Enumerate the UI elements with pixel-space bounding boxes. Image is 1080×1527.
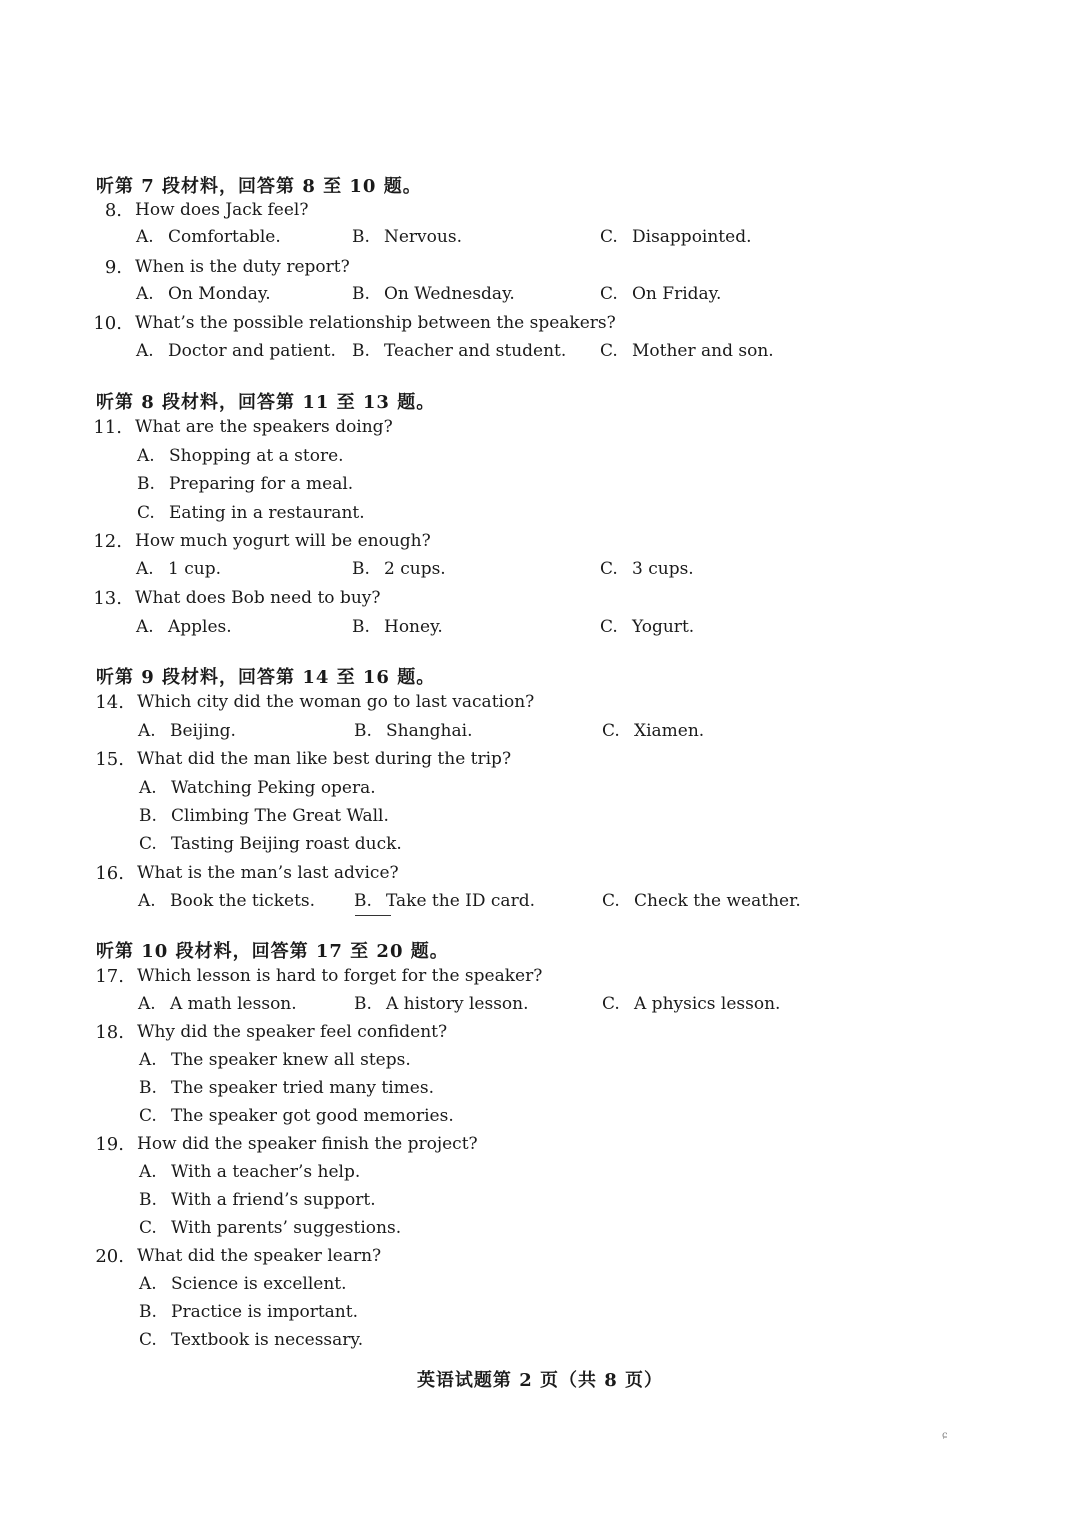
option-text: Yogurt. <box>632 617 695 637</box>
option-text: With parents’ suggestions. <box>171 1218 402 1238</box>
option-text: A math lesson. <box>170 994 297 1014</box>
option-letter: B. <box>352 284 370 304</box>
option-letter: C. <box>602 721 620 741</box>
option-letter: B. <box>139 1078 157 1098</box>
answer-option[interactable] <box>352 227 462 247</box>
option-text: Preparing for a meal. <box>169 474 354 494</box>
question-text: What did the speaker learn? <box>137 1246 382 1266</box>
option-text: Teacher and student. <box>384 341 567 361</box>
question-number: 10. <box>93 313 122 334</box>
answer-option[interactable] <box>139 1330 363 1350</box>
option-text: Tasting Beijing roast duck. <box>171 834 402 854</box>
option-text: A history lesson. <box>386 994 529 1014</box>
option-letter: C. <box>600 227 618 247</box>
option-text: Disappointed. <box>632 227 752 247</box>
answer-option[interactable] <box>137 503 365 523</box>
option-letter: B. <box>139 1302 157 1322</box>
option-letter: C. <box>137 503 155 523</box>
option-letter: B. <box>139 1190 157 1210</box>
option-letter: B. <box>352 617 370 637</box>
option-letter: C. <box>139 1218 157 1238</box>
answer-option[interactable] <box>136 341 336 361</box>
question-text: What did the man like best during the trip? <box>137 749 512 769</box>
answer-option[interactable] <box>138 891 315 911</box>
question-text: How much yogurt will be enough? <box>135 531 431 551</box>
answer-option[interactable] <box>139 834 402 854</box>
answer-option[interactable] <box>352 341 566 361</box>
question-number: 11. <box>93 417 122 438</box>
question-number: 9. <box>104 257 122 278</box>
option-letter: B. <box>354 994 372 1014</box>
answer-option[interactable] <box>354 891 535 911</box>
option-letter: C. <box>139 1330 157 1350</box>
answer-option[interactable] <box>136 617 232 637</box>
option-text: Honey. <box>384 617 443 637</box>
option-text: Book the tickets. <box>170 891 316 911</box>
option-letter: A. <box>136 617 154 637</box>
option-text: Practice is important. <box>171 1302 358 1322</box>
section-heading: 听第 10 段材料，回答第 17 至 20 题。 <box>96 941 449 962</box>
question-text: What’s the possible relationship between the speakers? <box>135 313 616 333</box>
option-text: The speaker knew all steps. <box>171 1050 411 1070</box>
option-letter: B. <box>139 806 157 826</box>
option-text: With a friend’s support. <box>171 1190 376 1210</box>
answer-option[interactable] <box>139 1106 454 1126</box>
answer-option[interactable] <box>136 284 271 304</box>
option-letter: A. <box>136 284 154 304</box>
question-text: Which lesson is hard to forget for the speaker? <box>137 966 543 986</box>
question-text: When is the duty report? <box>135 257 350 277</box>
option-text: A physics lesson. <box>634 994 781 1014</box>
option-text: Check the weather. <box>634 891 801 911</box>
question-text: What are the speakers doing? <box>135 417 393 437</box>
question-text: How did the speaker finish the project? <box>137 1134 478 1154</box>
answer-option[interactable] <box>139 778 376 798</box>
answer-option[interactable] <box>136 559 221 579</box>
option-letter: A. <box>139 1050 157 1070</box>
answer-option[interactable] <box>139 1162 360 1182</box>
option-text: Apples. <box>168 617 232 637</box>
option-letter: A. <box>137 446 155 466</box>
option-letter: C. <box>139 834 157 854</box>
question-text: What is the man’s last advice? <box>137 863 399 883</box>
answer-option[interactable] <box>352 559 446 579</box>
option-letter: C. <box>600 617 618 637</box>
answer-option[interactable] <box>352 284 515 304</box>
option-text: Science is excellent. <box>171 1274 347 1294</box>
question-number: 8. <box>104 200 122 221</box>
option-text: Shanghai. <box>386 721 473 741</box>
option-text: Nervous. <box>384 227 462 247</box>
option-text: On Friday. <box>632 284 722 304</box>
option-text: 1 cup. <box>168 559 221 579</box>
option-letter: B. <box>354 891 372 911</box>
answer-option[interactable] <box>139 1190 376 1210</box>
question-number: 19. <box>95 1134 124 1155</box>
option-letter: A. <box>136 227 154 247</box>
answer-option[interactable] <box>600 617 694 637</box>
option-letter: B. <box>137 474 155 494</box>
option-text: On Monday. <box>168 284 271 304</box>
section-heading: 听第 7 段材料，回答第 8 至 10 题。 <box>96 176 422 197</box>
option-text: Beijing. <box>170 721 236 741</box>
answer-underline-mark <box>355 915 391 916</box>
option-text: Climbing The Great Wall. <box>171 806 389 826</box>
question-number: 12. <box>93 531 122 552</box>
option-text: On Wednesday. <box>384 284 515 304</box>
answer-option[interactable] <box>137 446 344 466</box>
question-number: 18. <box>95 1022 124 1043</box>
option-letter: B. <box>354 721 372 741</box>
option-text: Watching Peking opera. <box>171 778 376 798</box>
answer-option[interactable] <box>602 891 801 911</box>
option-text: Doctor and patient. <box>168 341 336 361</box>
answer-option[interactable] <box>354 994 529 1014</box>
answer-option[interactable] <box>139 806 389 826</box>
option-letter: A. <box>136 341 154 361</box>
option-letter: B. <box>352 227 370 247</box>
option-text: Textbook is necessary. <box>171 1330 364 1350</box>
answer-option[interactable] <box>600 559 694 579</box>
answer-option[interactable] <box>136 227 281 247</box>
section-heading: 听第 8 段材料，回答第 11 至 13 题。 <box>96 392 436 413</box>
option-letter: C. <box>602 891 620 911</box>
option-text: Eating in a restaurant. <box>169 503 365 523</box>
option-letter: C. <box>602 994 620 1014</box>
question-number: 14. <box>95 692 124 713</box>
answer-option[interactable] <box>600 227 752 247</box>
section-heading: 听第 9 段材料，回答第 14 至 16 题。 <box>96 667 436 688</box>
corner-mark: ɕ <box>942 1430 948 1441</box>
answer-option[interactable] <box>139 1302 358 1322</box>
question-number: 13. <box>93 588 122 609</box>
option-letter: A. <box>136 559 154 579</box>
question-number: 15. <box>95 749 124 770</box>
answer-option[interactable] <box>602 994 780 1014</box>
option-letter: A. <box>138 891 156 911</box>
option-letter: C. <box>600 284 618 304</box>
option-letter: A. <box>139 778 157 798</box>
option-letter: A. <box>139 1274 157 1294</box>
question-number: 16. <box>95 863 124 884</box>
option-text: 3 cups. <box>632 559 694 579</box>
option-text: Shopping at a store. <box>169 446 344 466</box>
option-text: The speaker got good memories. <box>171 1106 454 1126</box>
option-letter: A. <box>139 1162 157 1182</box>
answer-option[interactable] <box>137 474 353 494</box>
answer-option[interactable] <box>139 1050 411 1070</box>
page-footer: 英语试题第 2 页（共 8 页） <box>416 1370 664 1391</box>
option-letter: C. <box>600 341 618 361</box>
question-text: Which city did the woman go to last vacation? <box>137 692 535 712</box>
answer-option[interactable] <box>138 994 297 1014</box>
answer-option[interactable] <box>354 721 473 741</box>
option-text: The speaker tried many times. <box>171 1078 434 1098</box>
option-letter: B. <box>352 341 370 361</box>
answer-option[interactable] <box>352 617 443 637</box>
option-letter: B. <box>352 559 370 579</box>
option-letter: A. <box>138 994 156 1014</box>
answer-option[interactable] <box>139 1274 347 1294</box>
option-text: With a teacher’s help. <box>171 1162 361 1182</box>
question-text: What does Bob need to buy? <box>135 588 381 608</box>
option-text: Mother and son. <box>632 341 774 361</box>
question-number: 17. <box>95 966 124 987</box>
option-text: Xiamen. <box>634 721 705 741</box>
question-text: How does Jack feel? <box>135 200 309 220</box>
answer-option[interactable] <box>602 721 704 741</box>
option-letter: A. <box>138 721 156 741</box>
option-letter: C. <box>139 1106 157 1126</box>
option-text: Take the ID card. <box>386 891 535 911</box>
answer-option[interactable] <box>138 721 236 741</box>
question-number: 20. <box>95 1246 124 1267</box>
answer-option[interactable] <box>139 1218 401 1238</box>
question-text: Why did the speaker feel confident? <box>137 1022 448 1042</box>
answer-option[interactable] <box>600 341 774 361</box>
option-letter: C. <box>600 559 618 579</box>
option-text: Comfortable. <box>168 227 281 247</box>
answer-option[interactable] <box>139 1078 434 1098</box>
answer-option[interactable] <box>600 284 721 304</box>
option-text: 2 cups. <box>384 559 446 579</box>
